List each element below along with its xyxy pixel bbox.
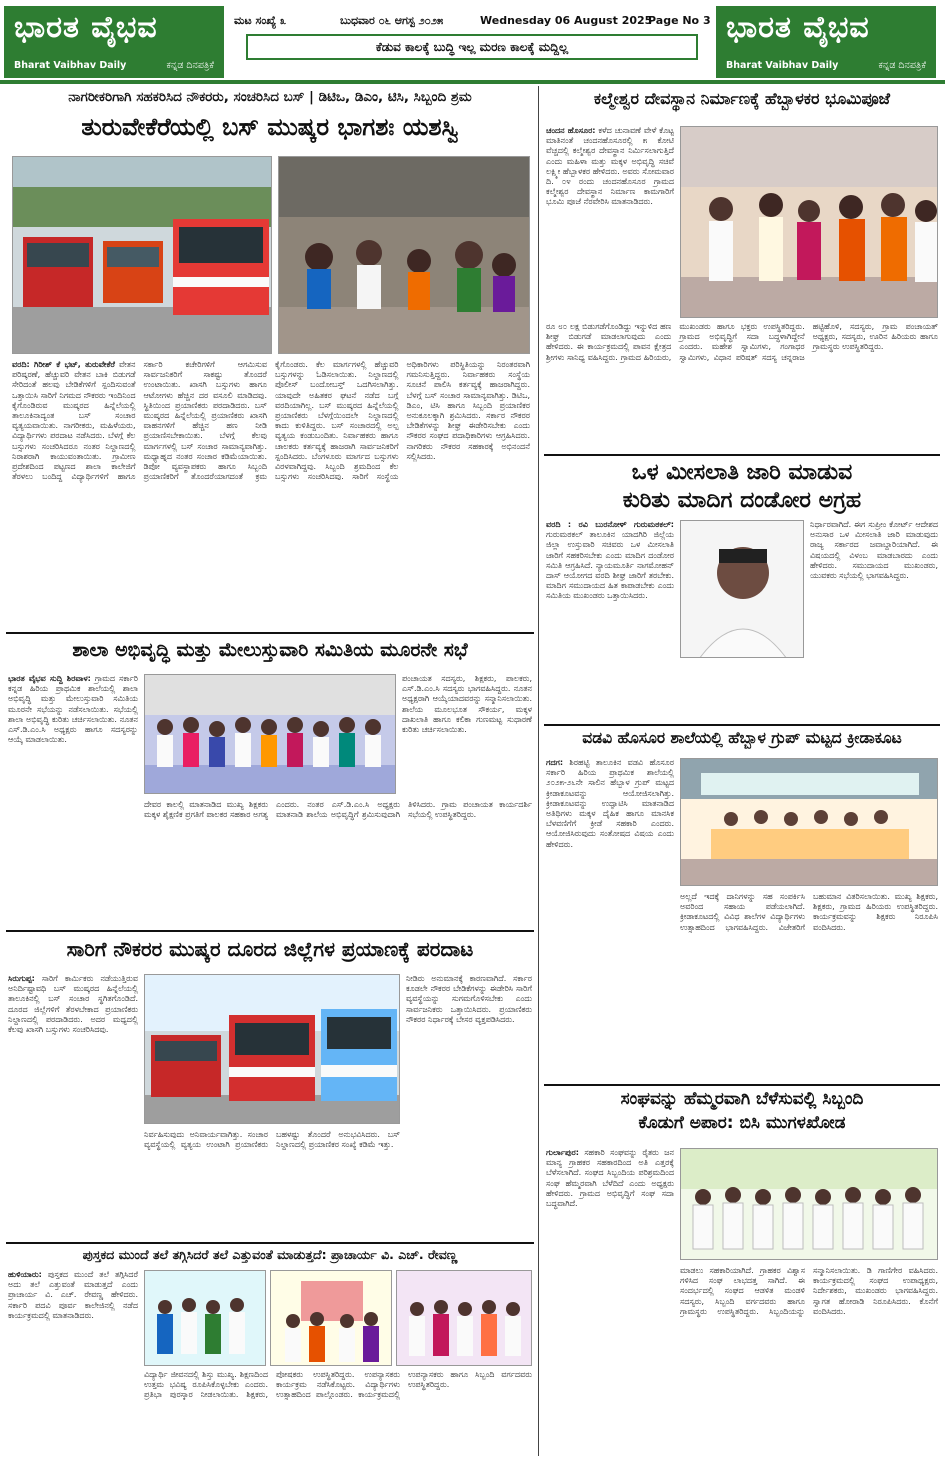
article-body xyxy=(144,800,532,926)
article-reservation xyxy=(544,458,940,722)
dateline: ಚಂದನ ಹೊಸೂರ: xyxy=(546,126,596,135)
paragraph: ಡಿ ಗಾಣಿಗೇರ ವಹಿಸಿದರು. ಕಾರ್ಯಕ್ರಮದಲ್ಲಿ ಸಂಘದ ಉಪಾಧ್ಯಕ್ಷರು, ನಿರ್ದೇಶಕರು, ಮುಖಂಡರು ಭಾಗವಹಿಸಿದ್ದರು. ಸ್ವಾಗತ ಹೋರಾಡಿ ನಿರೂಪಿಸಿದರು. ಕೊನೆಗೆ ವಂದಿಸಿದರು. xyxy=(813,1266,938,1316)
dateline: ವರದಿ: ಗಿರೀಶ್ ಕೆ ಭಟ್, ತುರುವೇಕೆರೆ xyxy=(12,360,115,369)
paragraph: ದೇವರ ಕಾಲಲ್ಲಿ ಮಾತನಾಡಿದ ಮುಖ್ಯ ಶಿಕ್ಷಕರು ಮಕ್ಕಳ ಶೈಕ್ಷಣಿಕ ಪ್ರಗತಿಗೆ ಪಾಲಕರ ಸಹಕಾರ ಅಗತ್ಯ ಎಂದರು. ನಂತರ ಎಸ್.ಡಿ.ಎಂ.ಸಿ ಅಧ್ಯಕ್ಷರು ಮಾತನಾಡಿ ಶಾಲೆಯ ಅಭಿವೃದ್ಧಿಗೆ ಶ್ರಮಿಸುವುದಾಗಿ ತಿಳಿಸಿದರು. ಗ್ರಾಮ ಪಂಚಾಯತ ಕಾರ್ಯದರ್ಶಿ ಸಭೆಯಲ್ಲಿ ಉಪಸ್ಥಿತರಿದ್ದರು. xyxy=(144,800,532,820)
paragraph: ಗುರುಮಠಕಲ್ ತಾಲೂಕಿನ ಯಾದಗಿರಿ ಜಿಲ್ಲೆಯ ಜಿಲ್ಲಾ ಉಸ್ತುವಾರಿ ಸಚಿವರು ಒಳ ಮೀಸಲಾತಿ ಜಾರಿಗೆ ಸಹಕರಿಸಬೇಕು ಎಂದು ಮಾದಿಗ ದಂಡೋರ ಸಮಿತಿ ಆಗ್ರಹಿಸಿದೆ. ನ್ಯಾಯಮೂರ್ತಿ ನಾಗಮೋಹನ್ ದಾಸ್ ಆಯೋಗದ ವರದಿ ಶೀಘ್ರ ಜಾರಿಗೆ ತರಬೇಕು. ಮಾದಿಗ ಸಮುದಾಯದ ಹಿತ ಕಾಪಾಡಬೇಕು ಎಂದು ಸಮಿತಿಯ ಮುಖಂಡರು ಒತ್ತಾಯಿಸಿದರು. xyxy=(546,530,674,601)
article-body-lead xyxy=(546,1148,674,1454)
article-body xyxy=(406,974,532,1124)
paragraph: ಸಹಕಾರಿ ಸಂಘವನ್ನು ರೈತರು ಜನ ಮಾನ್ಯ ಗ್ರಾಹಕರ ಸಹಕಾರದಿಂದ ಅತಿ ಎತ್ತರಕ್ಕೆ ಬೆಳೆಸಲಾಗಿದೆ. ಸಂಘದ ಸಿಬ್ಬಂದಿಯ ಪರಿಶ್ರಮದಿಂದ ಸಂಘ ಹೆಮ್ಮರವಾಗಿ ಬೆಳೆದಿದೆ ಎಂದು ಅಧ್ಯಕ್ಷರು ಹೇಳಿದರು. ಗ್ರಾಮದ ಅಭಿವೃದ್ಧಿಗೆ ಸಂಘ ಸದಾ ಬದ್ಧವಾಗಿದೆ. xyxy=(546,1148,674,1209)
committee-group-photo xyxy=(144,674,396,794)
logo-left xyxy=(4,6,224,78)
paragraph: ಶಿರಹಟ್ಟಿ ತಾಲೂಕಿನ ವಡವಿ ಹೊಸೂರ ಸರ್ಕಾರಿ ಹಿರಿಯ ಪ್ರಾಥಮಿಕ ಶಾಲೆಯಲ್ಲಿ ೨೦೨೫-೨೬ನೇ ಸಾಲಿನ ಹೆಬ್ಬಾಳ ಗ್ರುಪ್ ಮಟ್ಟದ ಕ್ರೀಡಾಕೂಟವನ್ನು ಆಯೋಜಿಸಲಾಗಿತ್ತು. ಕ್ರೀಡಾಕೂಟವನ್ನು ಉದ್ಘಾಟಿಸಿ ಮಾತನಾಡಿದ ಅತಿಥಿಗಳು ಮಕ್ಕಳ ದೈಹಿಕ ಹಾಗೂ ಮಾನಸಿಕ ಬೆಳವಣಿಗೆಗೆ ಕ್ರೀಡೆ ಸಹಕಾರಿ ಎಂದರು. ಆಯೋಜಿಸಿರುವುದು ಸಂತೋಷದ ವಿಷಯ ಎಂದು ಹೇಳಿದರು. xyxy=(546,758,674,849)
sports-meet-stage-photo xyxy=(680,758,938,886)
bhoomi-pooja-photo xyxy=(680,126,938,318)
article-kicker: ನಾಗರೀಕರಿಗಾಗಿ ಸಹಕರಿಸಿದ ನೌಕರರು, ಸಂಚರಿಸಿದ ಬಸ್ | ಡಿಟಿಒ, ಡಿಎಂ, ಟಿಸಿ, ಸಿಬ್ಬಂದಿ ಶ್ರಮ xyxy=(68,89,472,105)
dateline: ಸಿರುಗುಪ್ಪ: xyxy=(8,974,35,983)
article-body-lead xyxy=(8,1270,138,1454)
article-sanga xyxy=(544,1088,940,1456)
dateline: ಭಾರತ ವೈಭವ ಸುದ್ದಿ ಶಿರವಾಳ: xyxy=(8,674,91,683)
slogan: ಕೆಡುವ ಕಾಲಕ್ಕೆ ಬುದ್ಧಿ ಇಲ್ಲ ಮರಣ ಕಾಲಕ್ಕೆ ಮದ್ದಿಲ್ಲ xyxy=(246,34,698,60)
article-body xyxy=(810,520,938,720)
article-transport-strike xyxy=(6,936,534,1240)
dateline: ಗದಗ: xyxy=(546,758,564,767)
date-en: Wednesday 06 August 2025 xyxy=(480,14,653,27)
bus-depot-photo xyxy=(12,156,272,354)
masthead-rule xyxy=(0,80,945,84)
paragraph: ವೇತನ ಪರಿಷ್ಕರಣೆ, ಹೆಚ್ಚುವರಿ ವೇತನ ಬಾಕಿ ಬಿಡುಗಡೆ ಸೇರಿದಂತೆ ಹಲವು ಬೇಡಿಕೆಗಳಿಗೆ ಸ್ಪಂದಿಸುವಂತೆ ಒತ್ತಾಯಿಸಿ ಸಾರಿಗೆ ನಿಗಮದ ನೌಕರರು ಇಂದಿನಿಂದ ಕೈಗೊಂಡಿರುವ ಮುಷ್ಕರದ ಹಿನ್ನೆಲೆಯಲ್ಲಿ ತಾಲೂಕಿನಾದ್ಯಂತ ಬಸ್ ಸಂಚಾರ ವ್ಯತ್ಯಯವಾಯಿತು. ನಾಗರೀಕರು, ಮಹಿಳೆಯರು, ವಿದ್ಯಾರ್ಥಿಗಳು ಪರದಾಟ ನಡೆಸಿದರು. ಬೆಳಗ್ಗೆ ಕೆಲ ಬಸ್ಸುಗಳು ಸಂಚರಿಸಿದರೂ ನಂತರ ನಿಲ್ದಾಣದಲ್ಲಿ ನಿರಾಶರಾಗಿ ಕಾಯುವಂತಾಯಿತು. ಗ್ರಾಮೀಣ ಪ್ರದೇಶದಿಂದ ಪಟ್ಟಣದ ಶಾಲಾ ಕಾಲೇಜಿಗೆ ತೆರಳಲು ಬಂದಿದ್ದ ವಿದ್ಯಾರ್ಥಿಗಳಿಗೆ ಹಾಗೂ ಸರ್ಕಾರಿ ಕಚೇರಿಗಳಿಗೆ ಆಗಮಿಸುವ ಸಾರ್ವಜನಿಕರಿಗೆ ಸಾಕಷ್ಟು ತೊಂದರೆ ಉಂಟಾಯಿತು. ಖಾಸಗಿ ಬಸ್ಸುಗಳು ಹಾಗೂ ಆಟೋಗಳು ಹೆಚ್ಚಿನ ದರ ವಸೂಲಿ ಮಾಡಿದವು. xyxy=(12,360,267,482)
paragraph: ಗ್ರಾಮದ ಸರ್ಕಾರಿ ಕನ್ನಡ ಹಿರಿಯ ಪ್ರಾಥಮಿಕ ಶಾಲೆಯಲ್ಲಿ ಶಾಲಾ ಅಭಿವೃದ್ಧಿ ಮತ್ತು ಮೇಲುಸ್ತುವಾರಿ ಸಮಿತಿಯ ಮೂರನೇ ಸಭೆಯನ್ನು ನಡೆಸಲಾಯಿತು. ಸಭೆಯಲ್ಲಿ ಶಾಲಾ ಅಭಿವೃದ್ಧಿ ಕುರಿತು ಚರ್ಚಿಸಲಾಯಿತು. ನೂತನ ಎಸ್.ಡಿ.ಎಂ.ಸಿ ಅಧ್ಯಕ್ಷರು ಹಾಗೂ ಸದಸ್ಯರನ್ನು ಆಯ್ಕೆ ಮಾಡಲಾಯಿತು. xyxy=(8,674,138,745)
section-rule xyxy=(544,1084,940,1086)
college-event-photo-3 xyxy=(396,1270,532,1366)
article-headline: ಶಾಲಾ ಅಭಿವೃದ್ಧಿ ಮತ್ತು ಮೇಲುಸ್ತುವಾರಿ ಸಮಿತಿಯ ಮೂರನೇ ಸಭೆ xyxy=(72,639,468,661)
article-temple xyxy=(544,88,940,452)
column-divider xyxy=(538,86,539,1456)
section-rule xyxy=(6,1242,534,1244)
logo-sub-kn: ಕನ್ನಡ ದಿನಪತ್ರಿಕೆ xyxy=(166,60,214,71)
article-headline: ಕೊಡುಗೆ ಅಪಾರ: ಬಿಸಿ ಮುಗಳಖೋಡ xyxy=(638,1113,846,1133)
date-kn: ಬುಧವಾರ ೦೬ ಆಗಸ್ಟ ೨೦೨೫ xyxy=(340,14,444,27)
article-headline: ಸಂಘವನ್ನು ಹೆಮ್ಮರವಾಗಿ ಬೆಳೆಸುವಲ್ಲಿ ಸಿಬ್ಬಂದಿ xyxy=(620,1089,864,1109)
dateline: ವರದಿ : ರವಿ ಬುರನೋಳ್ ಗುರುಮಠಕಲ್: xyxy=(546,520,674,529)
paragraph: ಸಾರಿಗೆ ಕಾರ್ಮಿಕರು ನಡೆಯುತ್ತಿರುವ ಅನಿರ್ದಿಷ್ಟಾವಧಿ ಬಸ್ ಮುಷ್ಕರದ ಹಿನ್ನೆಲೆಯಲ್ಲಿ ತಾಲೂಕಿನಲ್ಲಿ ಬಸ್ ಸಂಚಾರ ಸ್ಥಗಿತಗೊಂಡಿದೆ. ದೂರದ ಜಿಲ್ಲೆಗಳಿಗೆ ತೆರಳಬೇಕಾದ ಪ್ರಯಾಣಿಕರು ನಿಲ್ದಾಣದಲ್ಲಿ ಪರದಾಡಿದರು. ಅದರ ಮಧ್ಯದಲ್ಲಿ ಕೆಲವು ಖಾಸಗಿ ಬಸ್ಸುಗಳು ಸಂಚರಿಸಿದವು. xyxy=(8,974,138,1035)
paragraph: ನಿರ್ಧಾರವಾಗಿದೆ. ಈಗ ಸುಪ್ರೀಂ ಕೋರ್ಟ್ ಆದೇಶದ ಅನುಸಾರ ಒಳ ಮೀಸಲಾತಿ ಜಾರಿ ಮಾಡುವುದು ರಾಜ್ಯ ಸರ್ಕಾರದ ಜವಾಬ್ದಾರಿಯಾಗಿದೆ. ಈ ವಿಷಯದಲ್ಲಿ ವಿಳಂಬ ಮಾಡಬಾರದು ಎಂದು ಹೇಳಿದರು. ಸಮುದಾಯದ ಮುಖಂಡರು, ಯುವಕರು ಸಭೆಯಲ್ಲಿ ಭಾಗವಹಿಸಿದ್ದರು. xyxy=(810,520,938,581)
article-body xyxy=(144,1370,532,1454)
issue-number: ಮಟ ಸಂಖ್ಯೆ ೩ xyxy=(234,14,287,27)
logo-name: ಭಾರತ ವೈಭವ xyxy=(14,10,158,45)
logo-right xyxy=(716,6,936,78)
paragraph: ಬಸ್ ಮುಷ್ಕರದ ಹಿನ್ನೆಲೆಯಲ್ಲಿ ಪ್ರಯಾಣಿಕರು ಬೆಳಗ್ಗೆಯಿಂದಲೇ ನಿಲ್ದಾಣದಲ್ಲಿ ಕಾದು ಕುಳಿತಿದ್ದರು. ಬಸ್ ಸಂಚಾರದಲ್ಲಿ ಅಲ್ಪ ವ್ಯತ್ಯಯ ಕಂಡುಬಂದಿತು. ನಿರ್ವಾಹಕರು ಹಾಗೂ ಚಾಲಕರು ಕರ್ತವ್ಯಕ್ಕೆ ಹಾಜರಾಗಿ ಸಾರ್ವಜನಿಕರಿಗೆ ಸ್ಪಂದಿಸಿದರು. ಬೆಂಗಳೂರು ಮಾರ್ಗದ ಬಸ್ಸುಗಳು ವಿರಳವಾಗಿದ್ದವು. ಸಿಬ್ಬಂದಿ ಶ್ರಮದಿಂದ ಕೆಲ ಬಸ್ಸುಗಳು ಸಂಚರಿಸಿದವು. ಸಾರಿಗೆ ಸಂಸ್ಥೆಯ ಅಧಿಕಾರಿಗಳು ಪರಿಸ್ಥಿತಿಯನ್ನು ನಿರಂತರವಾಗಿ ಗಮನಿಸುತ್ತಿದ್ದರು. xyxy=(275,360,530,482)
article-headline: ಕಲ್ಮೇಶ್ವರ ದೇವಸ್ಥಾನ ನಿರ್ಮಾಣಕ್ಕೆ ಹೆಬ್ಬಾಳಕರ ಭೂಮಿಪೂಜೆ xyxy=(593,89,891,108)
article-headline: ಒಳ ಮೀಸಲಾತಿ ಜಾರಿ ಮಾಡುವ xyxy=(631,460,853,485)
paragraph: ಕಳೆದ ಚುನಾವಣೆ ವೇಳೆ ಕೊಟ್ಟ ಮಾತಿನಂತೆ ಚಂದನಹೊಸೂರಲ್ಲಿ ೫ ಕೋಟಿ ವೆಚ್ಚದಲ್ಲಿ ಕಲ್ಮೇಶ್ವರ ದೇವಸ್ಥಾನ ನಿರ್ಮಿಸಲಾಗುತ್ತಿದೆ ಎಂದು ಮಹಿಳಾ ಮತ್ತು ಮಕ್ಕಳ ಅಭಿವೃದ್ಧಿ ಸಚಿವೆ ಲಕ್ಷ್ಮೀ ಹೆಬ್ಬಾಳಕರ ಹೇಳಿದರು. ಅವರು ಸೋಮವಾರ ದಿ. ೦೪ ರಂದು ಚಂದನಹೊಸೂರ ಗ್ರಾಮದ ಕಲ್ಮೇಶ್ವರ ದೇವಸ್ಥಾನ ನಿರ್ಮಾಣ ಕಾಮಗಾರಿಗೆ ಭೂಮಿ ಪೂಜೆ ನೆರವೇರಿಸಿ ಮಾತನಾಡಿದರು. xyxy=(546,126,674,207)
logo-name: ಭಾರತ ವೈಭವ xyxy=(726,10,870,45)
paragraph: ಪಂಚಾಯತ ಸದಸ್ಯರು, ಶಿಕ್ಷಕರು, ಪಾಲಕರು, ಎಸ್.ಡಿ.ಎಂ.ಸಿ ಸದಸ್ಯರು ಭಾಗವಹಿಸಿದ್ದರು. ನೂತನ ಅಧ್ಯಕ್ಷರಾಗಿ ಆಯ್ಕೆಯಾದವರನ್ನು ಸನ್ಮಾನಿಸಲಾಯಿತು. ಶಾಲೆಯ ಮೂಲಭೂತ ಸೌಕರ್ಯ, ಮಕ್ಕಳ ದಾಖಲಾತಿ ಹಾಗೂ ಕಲಿಕಾ ಗುಣಮಟ್ಟ ಸುಧಾರಣೆ ಕುರಿತು ಚರ್ಚಿಸಲಾಯಿತು. xyxy=(402,674,532,735)
paragraph: ಅಲ್ಲದೆ ಇದಕ್ಕೆ ದಾನಿಗಳನ್ನು ಸಹ ಸಂಪರ್ಕಿಸಿ ಅವರಿಂದ ಸಹಾಯ ಪಡೆಯಲಾಗಿದೆ. ಕ್ರೀಡಾಕೂಟದಲ್ಲಿ ವಿವಿಧ ಶಾಲೆಗಳ ವಿದ್ಯಾರ್ಥಿಗಳು ಉತ್ಸಾಹದಿಂದ ಭಾಗವಹಿಸಿದ್ದರು. ವಿಜೇತರಿಗೆ ಬಹುಮಾನ ವಿತರಿಸಲಾಯಿತು. ಮುಖ್ಯ ಶಿಕ್ಷಕರು, ಶಿಕ್ಷಕರು, ಗ್ರಾಮದ ಹಿರಿಯರು ಉಪಸ್ಥಿತರಿದ್ದರು. ಕಾರ್ಯಕ್ರಮವನ್ನು ಶಿಕ್ಷಕರು ನಿರೂಪಿಸಿ ವಂದಿಸಿದರು. xyxy=(680,892,938,932)
paragraph: ನೀಡಿರು ಅನುಮಾನಕ್ಕೆ ಕಾರಣವಾಗಿದೆ. ಸರ್ಕಾರ ಕೂಡಲೇ ನೌಕರರ ಬೇಡಿಕೆಗಳನ್ನು ಈಡೇರಿಸಿ ಸಾರಿಗೆ ವ್ಯವಸ್ಥೆಯನ್ನು ಸುಗಮಗೊಳಿಸಬೇಕು ಎಂದು ಸಾರ್ವಜನಿಕರು ಒತ್ತಾಯಿಸಿದರು. ಪ್ರಯಾಣಿಕರು ನೌಕರರ ನಿರ್ಧಾರಕ್ಕೆ ಬೇಸರ ವ್ಯಕ್ತಪಡಿಸಿದರು. xyxy=(406,974,532,1024)
college-event-photo-1 xyxy=(144,1270,266,1366)
paragraph: ಉಪನ್ಯಾಸಕರು ಕಾರ್ಯಕ್ರಮ ನಡೆಸಿಕೊಟ್ಟರು. ವಿದ್ಯಾರ್ಥಿಗಳು ಉತ್ಸಾಹದಿಂದ ಪಾಲ್ಗೊಂಡರು. ಕಾರ್ಯಕ್ರಮದಲ್ಲಿ ಉಪನ್ಯಾಸಕರು ಹಾಗೂ ಸಿಬ್ಬಂದಿ ವರ್ಗದವರು ಉಪಸ್ಥಿತರಿದ್ದರು. xyxy=(276,1370,532,1400)
section-rule xyxy=(6,930,534,932)
paragraph: ನಿರ್ವಾಹಕರು ಸಂಸ್ಥೆಯ ಸೂಚನೆ ಪಾಲಿಸಿ ಕರ್ತವ್ಯಕ್ಕೆ ಹಾಜರಾಗಿದ್ದರು. ಬೆಳಗ್ಗೆ ಬಸ್ ಸಂಚಾರ ಸಾಮಾನ್ಯವಾಗಿತ್ತು. ಡಿಟಿಒ, ಡಿಎಂ, ಟಿಸಿ ಹಾಗೂ ಸಿಬ್ಬಂದಿ ಪ್ರಯಾಣಿಕರ ಅನುಕೂಲಕ್ಕಾಗಿ ಶ್ರಮಿಸಿದರು. ಸರ್ಕಾರ ನೌಕರರ ಬೇಡಿಕೆಗಳನ್ನು ಶೀಘ್ರ ಈಡೇರಿಸಬೇಕು ಎಂದು ನೌಕರರ ಸಂಘದ ಪದಾಧಿಕಾರಿಗಳು ಆಗ್ರಹಿಸಿದರು. ನಾಗರಿಕರು ನೌಕರರ ಸಹಕಾರಕ್ಕೆ ಅಭಿನಂದನೆ ಸಲ್ಲಿಸಿದರು. xyxy=(406,370,530,461)
dateline: ಗುರ್ಲಾಪುರ: xyxy=(546,1148,579,1157)
article-body-lead xyxy=(546,520,674,720)
paragraph: ವಿದ್ಯಾರ್ಥಿ ಜೀವನದಲ್ಲಿ ಶಿಸ್ತು ಮುಖ್ಯ. ಶಿಕ್ಷಣದಿಂದ ಉತ್ತಮ ಭವಿಷ್ಯ ರೂಪಿಸಿಕೊಳ್ಳಬೇಕು ಎಂದರು. ಪ್ರತಿಭಾ ಪುರಸ್ಕಾರ ನೀಡಲಾಯಿತು. ಶಿಕ್ಷಕರು, ಪೋಷಕರು ಉಪಸ್ಥಿತರಿದ್ದರು. xyxy=(144,1370,355,1400)
article-body xyxy=(680,1266,938,1454)
paragraph: ರೂ ೮೦ ಲಕ್ಷ ಬಿಡುಗಡೆಗೊಂಡಿದ್ದು ಇನ್ನುಳಿದ ಹಣ ಶೀಘ್ರ ಬಿಡುಗಡೆ ಮಾಡಲಾಗುವುದು ಎಂದು ಹೇಳಿದರು. ಈ ಕಾರ್ಯಕ್ರಮದಲ್ಲಿ ಪಾವನ ಕ್ಷೇತ್ರದ ಶ್ರೀಗಳು ಸಾನಿಧ್ಯ ವಹಿಸಿದ್ದರು. ಗ್ರಾಮದ ಹಿರಿಯರು, ಮುಖಂಡರು ಹಾಗೂ ಭಕ್ತರು ಉಪಸ್ಥಿತರಿದ್ದರು. ಗ್ರಾಮದ ಅಭಿವೃದ್ಧಿಗೆ ಸದಾ ಬದ್ಧಳಾಗಿದ್ದೇನೆ ಎಂದರು. xyxy=(546,322,805,362)
logo-sub: Bharat Vaibhav Daily xyxy=(14,60,127,71)
paragraph: ನಿರ್ವಹಿಸುವುದು ಅನಿವಾರ್ಯವಾಗಿತ್ತು. ಸಂಚಾರ ವ್ಯವಸ್ಥೆಯಲ್ಲಿ ವ್ಯತ್ಯಯ ಉಂಟಾಗಿ ಪ್ರಯಾಣಿಕರು ಬಹಳಷ್ಟು ತೊಂದರೆ ಅನುಭವಿಸಿದರು. ಬಸ್ ನಿಲ್ದಾಣದಲ್ಲಿ ಪ್ರಯಾಣಿಕರ ಸಂಖ್ಯೆ ಕಡಿಮೆ ಇತ್ತು. xyxy=(144,1130,400,1150)
bus-stand-crowd-photo xyxy=(278,156,530,354)
article-headline: ಕುರಿತು ಮಾದಿಗ ದಂಡೋರ ಅಗ್ರಹ xyxy=(622,488,862,513)
article-sports-meet xyxy=(544,728,940,1082)
parked-buses-photo xyxy=(144,974,400,1124)
paragraph: ಮಹೇಶ ಸ್ವಾಮಿಗಳು, ಗಂಗಾಧರ ಸ್ವಾಮಿಗಳು, ವಿಧಾನ ಪರಿಷತ್ ಸದಸ್ಯ ಚನ್ನರಾಜ ಹಟ್ಟಿಹೊಳಿ, ಸದಸ್ಯರು, ಗ್ರಾಮ ಪಂಚಾಯತ್ ಅಧ್ಯಕ್ಷರು, ಸದಸ್ಯರು, ಊರಿನ ಹಿರಿಯರು ಹಾಗೂ ಗ್ರಾಮಸ್ಥರು ಉಪಸ್ಥಿತರಿದ್ದರು. xyxy=(679,322,938,362)
dateline: ಹುಳಿಯಾರು: xyxy=(8,1270,42,1279)
section-rule xyxy=(544,724,940,726)
masthead xyxy=(0,0,945,80)
logo-sub: Bharat Vaibhav Daily xyxy=(726,60,839,71)
article-school-meeting xyxy=(6,638,534,928)
logo-sub-kn: ಕನ್ನಡ ದಿನಪತ್ರಿಕೆ xyxy=(878,60,926,71)
article-bus-strike xyxy=(6,88,534,630)
paragraph: ಮಾಡಲು ಸಹಕಾರಿಯಾಗಿದೆ. ಗ್ರಾಹಕರ ವಿಶ್ವಾಸ ಗಳಿಸಿದ ಸಂಘ ಲಾಭದತ್ತ ಸಾಗಿದೆ. ಈ ಸಂದರ್ಭದಲ್ಲಿ ಸಂಘದ ಆಡಳಿತ ಮಂಡಳಿ ಸದಸ್ಯರು, ಸಿಬ್ಬಂದಿ ವರ್ಗದವರು ಹಾಗೂ ಗ್ರಾಮಸ್ಥರು ಉಪಸ್ಥಿತರಿದ್ದರು. ಸಿಬ್ಬಂದಿಯನ್ನು ಸನ್ಮಾನಿಸಲಾಯಿತು. xyxy=(680,1266,861,1316)
article-body-lead xyxy=(546,126,674,318)
paragraph: ಪುಸ್ತಕದ ಮುಂದೆ ತಲೆ ತಗ್ಗಿಸಿದರೆ ಅದು ತಲೆ ಎತ್ತುವಂತೆ ಮಾಡುತ್ತದೆ ಎಂದು ಪ್ರಾಚಾರ್ಯ ವಿ. ಎಚ್. ರೇವಣ್ಣ ಹೇಳಿದರು. ಸರ್ಕಾರಿ ಪದವಿ ಪೂರ್ವ ಕಾಲೇಜಿನಲ್ಲಿ ನಡೆದ ಕಾರ್ಯಕ್ರಮದಲ್ಲಿ ಮಾತನಾಡಿದರು. xyxy=(8,1270,138,1320)
section-rule xyxy=(6,632,534,634)
college-event-photo-2 xyxy=(270,1270,392,1366)
article-body xyxy=(546,322,938,450)
article-principal xyxy=(6,1246,534,1456)
article-headline: ಪುಸ್ತಕದ ಮುಂದೆ ತಲೆ ತಗ್ಗಿಸಿದರೆ ತಲೆ ಎತ್ತುವಂತೆ ಮಾಡುತ್ತದೆ: ಪ್ರಾಚಾರ್ಯ ವಿ. ಎಚ್. ರೇವಣ್ಣ xyxy=(82,1247,458,1262)
article-body xyxy=(402,674,532,796)
article-headline: ವಡವಿ ಹೊಸೂರ ಶಾಲೆಯಲ್ಲಿ ಹೆಬ್ಬಾಳ ಗ್ರುಪ್ ಮಟ್ಟದ ಕ್ರೀಡಾಕೂಟ xyxy=(582,729,902,747)
article-body xyxy=(680,892,938,1080)
article-body-lead xyxy=(8,974,138,1238)
article-headline: ಸಾರಿಗೆ ನೌಕರರ ಮುಷ್ಕರ ದೂರದ ಜಿಲ್ಲೆಗಳ ಪ್ರಯಾಣಕ್ಕೆ ಪರದಾಟ xyxy=(66,937,474,961)
paragraph: ಸ್ಥಿತಿಯಿಂದ ಪ್ರಯಾಣಿಕರು ಪರದಾಡಿದರು. ಬಸ್ ಮುಷ್ಕರದ ಹಿನ್ನೆಲೆಯಲ್ಲಿ ಪ್ರಯಾಣಿಕರು ಖಾಸಗಿ ವಾಹನಗಳಿಗೆ ಹೆಚ್ಚಿನ ಹಣ ನೀಡಿ ಪ್ರಯಾಣಿಸಬೇಕಾಯಿತು. ಬೆಳಗ್ಗೆ ಕೆಲವು ಮಾರ್ಗಗಳಲ್ಲಿ ಬಸ್ ಸಂಚಾರ ಸಾಮಾನ್ಯವಾಗಿತ್ತು. ಮಧ್ಯಾಹ್ನದ ನಂತರ ಸಂಚಾರ ಕಡಿಮೆಯಾಯಿತು. ಡಿಪೋ ವ್ಯವಸ್ಥಾಪಕರು ಹಾಗೂ ಸಿಬ್ಬಂದಿ ಪ್ರಯಾಣಿಕರಿಗೆ ತೊಂದರೆಯಾಗದಂತೆ ಕ್ರಮ ಕೈಗೊಂಡರು. ಕೆಲ ಮಾರ್ಗಗಳಲ್ಲಿ ಹೆಚ್ಚುವರಿ ಬಸ್ಸುಗಳನ್ನು ಓಡಿಸಲಾಯಿತು. ನಿಲ್ದಾಣದಲ್ಲಿ ಪೊಲೀಸ್ ಬಂದೋಬಸ್ತ್ ಒದಗಿಸಲಾಗಿತ್ತು. ಯಾವುದೇ ಅಹಿತಕರ ಘಟನೆ ನಡೆದ ಬಗ್ಗೆ ವರದಿಯಾಗಿಲ್ಲ. xyxy=(143,360,399,482)
issue-meta xyxy=(230,12,712,32)
article-body-lead xyxy=(8,674,138,926)
page-number: Page No 3 xyxy=(648,14,711,27)
staff-felicitation-photo xyxy=(680,1148,938,1260)
section-rule xyxy=(544,454,940,456)
article-body-lead xyxy=(546,758,674,1080)
article-body xyxy=(12,360,530,628)
person-portrait-photo xyxy=(680,520,804,658)
article-headline: ತುರುವೇಕೆರೆಯಲ್ಲಿ ಬಸ್ ಮುಷ್ಕರ ಭಾಗಶಃ ಯಶಸ್ವಿ xyxy=(81,113,459,141)
article-body xyxy=(144,1130,532,1238)
